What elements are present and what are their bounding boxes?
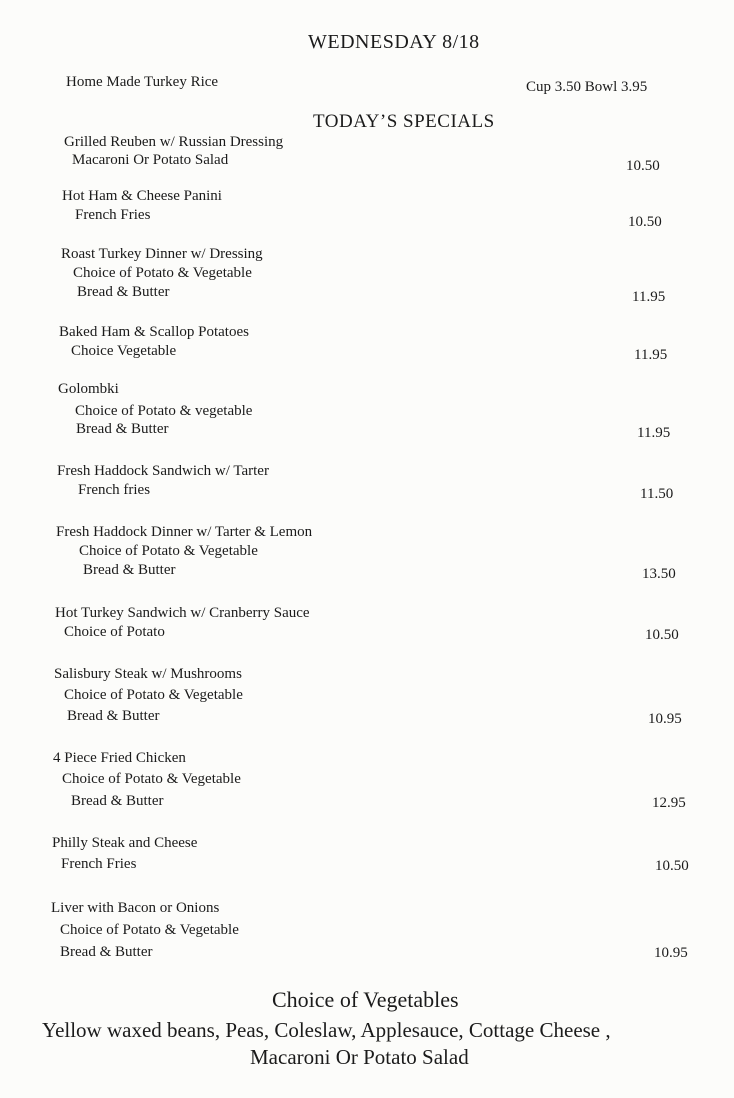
menu-item-detail: Bread & Butter	[67, 708, 160, 724]
menu-item-name: Grilled Reuben w/ Russian Dressing	[64, 134, 284, 150]
soup-price: Cup 3.50 Bowl 3.95	[526, 79, 648, 95]
menu-item-detail: Choice of Potato & Vegetable	[60, 922, 239, 938]
menu-item-price: 10.50	[626, 158, 660, 174]
menu-item-price: 10.50	[628, 214, 662, 230]
menu-item-name: Golombki	[58, 381, 119, 397]
menu-item-detail: Choice of Potato & Vegetable	[64, 687, 243, 703]
menu-item-name: Philly Steak and Cheese	[52, 835, 198, 851]
menu-item-detail: Bread & Butter	[71, 793, 164, 809]
menu-item-name: Hot Ham & Cheese Panini	[62, 188, 222, 204]
menu-item-name: Hot Turkey Sandwich w/ Cranberry Sauce	[55, 605, 310, 621]
menu-item-price: 13.50	[642, 566, 676, 582]
menu-item-price: 11.50	[640, 486, 674, 502]
menu-item-detail: Macaroni Or Potato Salad	[72, 152, 229, 168]
menu-item-detail: French fries	[78, 482, 151, 498]
specials-heading: TODAY’S SPECIALS	[313, 111, 495, 132]
menu-item-price: 10.95	[654, 945, 688, 961]
menu-item-detail: Choice of Potato & Vegetable	[73, 265, 252, 281]
menu-item-detail: Bread & Butter	[83, 562, 176, 578]
menu-item-name: Fresh Haddock Dinner w/ Tarter & Lemon	[56, 524, 313, 540]
menu-item-price: 10.50	[645, 627, 679, 643]
menu-item-name: Liver with Bacon or Onions	[51, 900, 220, 916]
menu-item-price: 10.50	[655, 858, 689, 874]
menu-item-detail: Choice Vegetable	[71, 343, 177, 359]
menu-item-detail: Bread & Butter	[77, 284, 170, 300]
page-title: WEDNESDAY 8/18	[308, 31, 480, 53]
vegetables-heading: Choice of Vegetables	[272, 987, 459, 1012]
vegetables-list: Yellow waxed beans, Peas, Coleslaw, Applesauce, Cottage Cheese ,	[42, 1018, 611, 1042]
menu-item-price: 11.95	[637, 425, 671, 441]
menu-item-price: 12.95	[652, 795, 686, 811]
menu-item-detail: Choice of Potato	[64, 624, 165, 640]
menu-item-detail: Bread & Butter	[76, 421, 169, 437]
menu-item-price: 11.95	[634, 347, 668, 363]
menu-item-name: Roast Turkey Dinner w/ Dressing	[61, 246, 263, 262]
soup-name: Home Made Turkey Rice	[66, 74, 219, 90]
menu-item-detail: French Fries	[75, 207, 151, 223]
menu-item-detail: Choice of Potato & Vegetable	[79, 543, 258, 559]
menu-item-price: 11.95	[632, 289, 666, 305]
menu-item-detail: French Fries	[61, 856, 137, 872]
menu-item-detail: Bread & Butter	[60, 944, 153, 960]
menu-item-name: Salisbury Steak w/ Mushrooms	[54, 666, 242, 682]
menu-item-name: Baked Ham & Scallop Potatoes	[59, 324, 249, 340]
menu-item-detail: Choice of Potato & vegetable	[75, 403, 253, 419]
menu-item-name: Fresh Haddock Sandwich w/ Tarter	[57, 463, 269, 479]
menu-item-detail: Choice of Potato & Vegetable	[62, 771, 241, 787]
menu-item-name: 4 Piece Fried Chicken	[53, 750, 186, 766]
menu-item-price: 10.95	[648, 711, 682, 727]
vegetables-list-continued: Macaroni Or Potato Salad	[250, 1045, 469, 1069]
